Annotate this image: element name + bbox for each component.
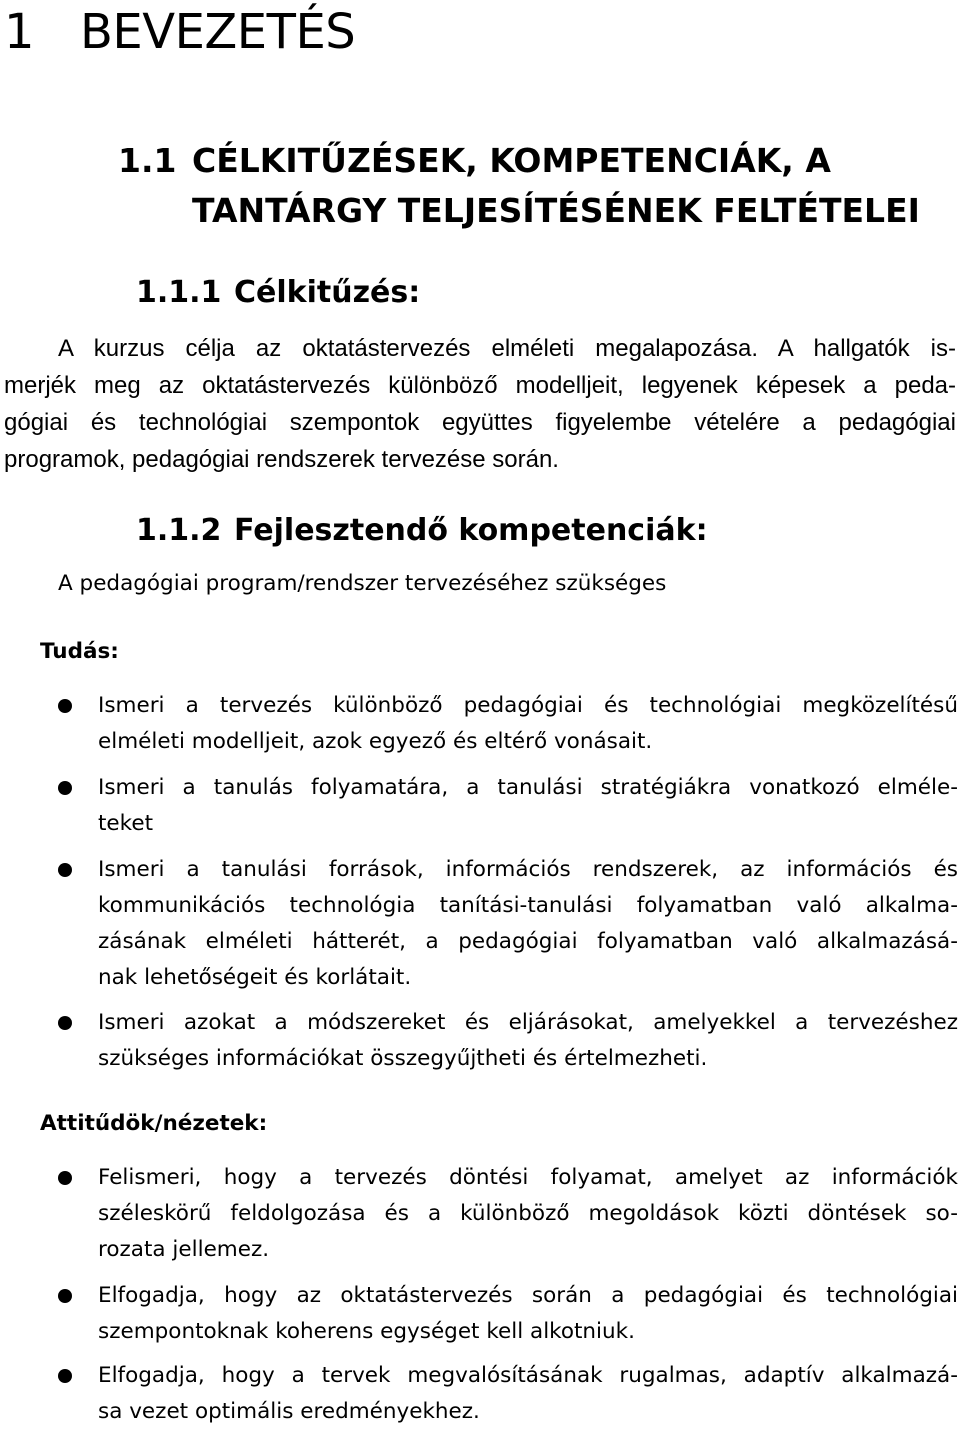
section-number: 1.1 — [118, 141, 177, 180]
bullet-icon — [58, 1369, 72, 1383]
subsection-title: Fejlesztendő kompetenciák: — [234, 513, 708, 548]
bullet-icon — [58, 1016, 72, 1030]
list-item-line: Elfogadja, hogy a tervek megvalósításának rugalmas, adaptív alkalmazá- — [98, 1363, 958, 1388]
list-item-line: széleskörű feldolgozása és a különböző megoldások közti döntések so- — [98, 1201, 958, 1226]
goal-line-1: A kurzus célja az oktatástervezés elméleti megalapozása. A hallgatók is- — [58, 335, 956, 362]
goal-line-4: programok, pedagógiai rendszerek tervezése során. — [4, 446, 559, 473]
bullet-icon — [58, 699, 72, 713]
goal-line-2: merjék meg az oktatástervezés különböző modelljeit, legyenek képesek a peda- — [4, 372, 956, 399]
list-item-line: elméleti modelljeit, azok egyező és eltérő vonásait. — [98, 729, 653, 754]
list-item-line: Felismeri, hogy a tervezés döntési folyamat, amelyet az információk — [98, 1165, 958, 1190]
list-item-line: szempontoknak koherens egységet kell alkotniuk. — [98, 1319, 635, 1344]
list-item-line: Ismeri a tanulási források, információs rendszerek, az információs és — [98, 857, 958, 882]
list-item-line: teket — [98, 811, 153, 836]
subsection-number: 1.1.2 — [136, 513, 222, 548]
list-item-line: nak lehetőségeit és korlátait. — [98, 965, 412, 990]
knowledge-label: Tudás: — [40, 639, 119, 664]
list-item-line: zásának elméleti hátterét, a pedagógiai folyamatban való alkalmazásá- — [98, 929, 958, 954]
list-item-line: Ismeri a tanulás folyamatára, a tanulási stratégiákra vonatkozó elméle- — [98, 775, 958, 800]
section-title-line-1: CÉLKITŰZÉSEK, KOMPETENCIÁK, A — [192, 141, 831, 180]
list-item-line: Elfogadja, hogy az oktatástervezés során a pedagógiai és technológiai — [98, 1283, 958, 1308]
section-heading — [118, 140, 920, 230]
list-item-line: szükséges információkat összegyűjtheti és értelmezheti. — [98, 1046, 708, 1071]
bullet-icon — [58, 863, 72, 877]
list-item-line: sa vezet optimális eredményekhez. — [98, 1399, 480, 1424]
subsection-number: 1.1.1 — [136, 275, 222, 310]
list-item-line: kommunikációs technológia tanítási-tanulási folyamatban való alkalma- — [98, 893, 958, 918]
attitudes-label: Attitűdök/nézetek: — [40, 1111, 268, 1136]
bullet-icon — [58, 1289, 72, 1303]
chapter-number: 1 — [4, 4, 35, 60]
subsection-heading-goal — [136, 274, 420, 312]
chapter-heading — [4, 2, 355, 62]
subsection-title: Célkitűzés: — [234, 275, 421, 310]
subsection-heading-competencies — [136, 512, 708, 550]
list-item-line: rozata jellemez. — [98, 1237, 270, 1262]
list-item-line: Ismeri a tervezés különböző pedagógiai és technológiai megközelítésű — [98, 693, 958, 718]
section-title-line-2: TANTÁRGY TELJESÍTÉSÉNEK FELTÉTELEI — [192, 191, 920, 230]
bullet-icon — [58, 781, 72, 795]
bullet-icon — [58, 1171, 72, 1185]
goal-line-3: gógiai és technológiai szempontok együttes figyelembe vételére a pedagógiai — [4, 409, 956, 436]
competencies-intro: A pedagógiai program/rendszer tervezéséhez szükséges — [58, 571, 667, 596]
list-item-line: Ismeri azokat a módszereket és eljárásokat, amelyekkel a tervezéshez — [98, 1010, 958, 1035]
chapter-title: BEVEZETÉS — [80, 4, 356, 60]
